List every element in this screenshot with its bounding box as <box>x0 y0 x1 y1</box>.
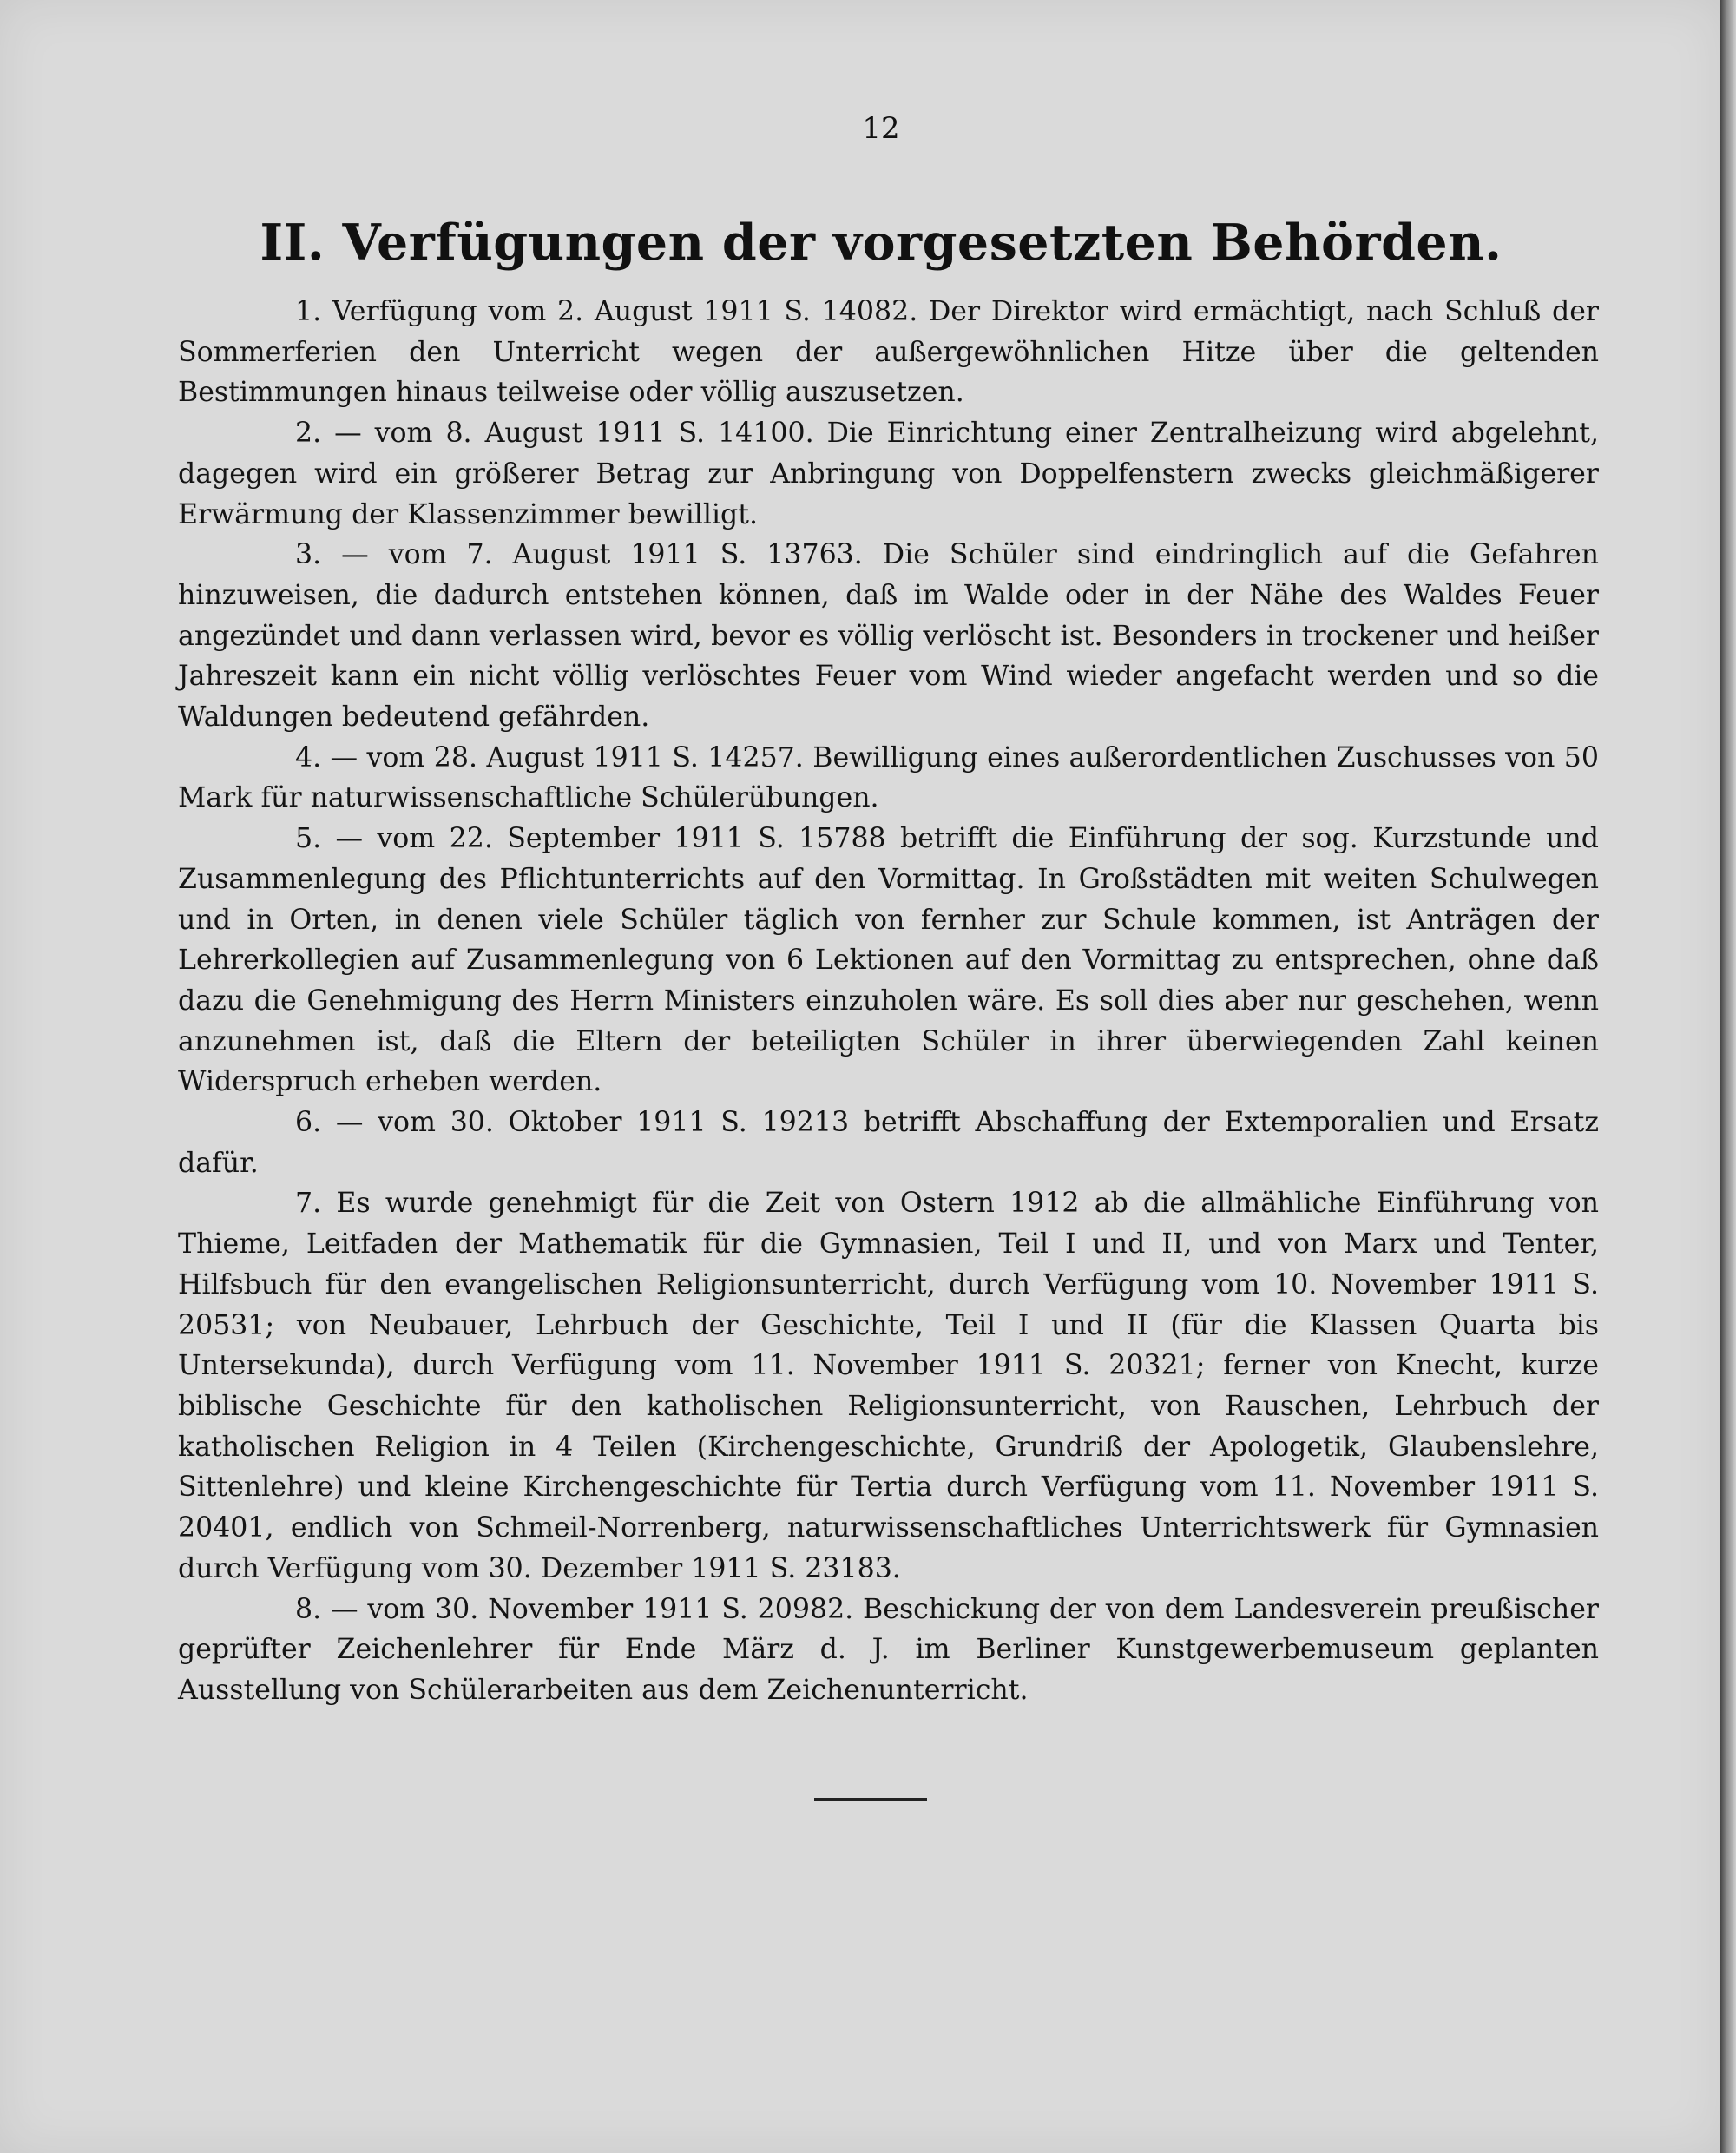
page-edge-shadow <box>1720 0 1736 2153</box>
paragraph-3: 3. — vom 7. August 1911 S. 13763. Die Schüler sind eindringlich auf die Gefahren hinzuweisen, die dadurch entstehen können, daß im Walde oder in der Nähe des Waldes Feuer angezündet und dann verlassen wird, bevor es völlig verlöscht ist. Besonders in trockener und heißer Jahreszeit kann ein nicht völlig verlöschtes Feuer vom Wind wieder angefacht werden und so die Waldungen bedeutend gefährden. <box>178 539 1599 734</box>
ordinances-list <box>178 292 1599 1711</box>
paragraph-7: 7. Es wurde genehmigt für die Zeit von Ostern 1912 ab die allmähliche Einführung von Thieme, Leitfaden der Mathematik für die Gymnasien, Teil I und II, und von Marx und Tenter, Hilfsbuch für den evangelischen Religionsunterricht, durch Verfügung vom 10. November 1911 S. 20531; von Neubauer, Lehrbuch der Geschichte, Teil I und II (für die Klassen Quarta bis Untersekunda), durch Verfügung vom 11. November 1911 S. 20321; ferner von Knecht, kurze biblische Geschichte für den katholischen Religionsunterricht, von Rauschen, Lehrbuch der katholischen Religion in 4 Teilen (Kirchengeschichte, Grundriß der Apologetik, Glaubenslehre, Sittenlehre) und kleine Kirchengeschichte für Tertia durch Verfügung vom 11. November 1911 S. 20401, endlich von Schmeil-Norrenberg, naturwissenschaftliches Unterrichtswerk für Gymnasien durch Verfügung vom 30. Dezember 1911 S. 23183. <box>178 1188 1599 1584</box>
page-number: 12 <box>862 111 900 146</box>
paragraph-5: 5. — vom 22. September 1911 S. 15788 betrifft die Einführung der sog. Kurzstunde und Zusammenlegung des Pflichtunterrichts auf den Vormittag. In Großstädten mit weiten Schulwegen und in Orten, in denen viele Schüler täglich von fernher zur Schule kommen, ist Anträgen der Lehrerkollegien auf Zusammenlegung von 6 Lektionen auf den Vormittag zu entsprechen, ohne daß dazu die Genehmigung des Herrn Ministers einzuholen wäre. Es soll dies aber nur geschehen, wenn anzunehmen ist, daß die Eltern der beteiligten Schüler in ihrer überwiegenden Zahl keinen Widerspruch erheben werden. <box>178 823 1599 1098</box>
paragraph-1: 1. Verfügung vom 2. August 1911 S. 14082. Der Direktor wird ermächtigt, nach Schluß der Sommerferien den Unterricht wegen der außergewöhnlichen Hitze über die geltenden Bestimmungen hinaus teilweise oder völlig auszusetzen. <box>178 296 1599 409</box>
paragraph-6: 6. — vom 30. Oktober 1911 S. 19213 betrifft Abschaffung der Extemporalien und Ersatz dafür. <box>178 1107 1599 1179</box>
closing-rule <box>814 1798 927 1801</box>
section-title: II. Verfügungen der vorgesetzten Behörden. <box>260 214 1503 272</box>
paragraph-2: 2. — vom 8. August 1911 S. 14100. Die Einrichtung einer Zentralheizung wird abgelehnt, dagegen wird ein größerer Betrag zur Anbringung von Doppelfenstern zwecks gleichmäßigerer Erwärmung der Klassenzimmer bewilligt. <box>178 418 1599 530</box>
paragraph-4: 4. — vom 28. August 1911 S. 14257. Bewilligung eines außerordentlichen Zuschusses von 50 Mark für naturwissenschaftliche Schülerübungen. <box>178 741 1599 814</box>
paragraph-8: 8. — vom 30. November 1911 S. 20982. Beschickung der von dem Landesverein preußischer geprüfter Zeichenlehrer für Ende März d. J. im Berliner Kunstgewerbemuseum geplanten Ausstellung von Schülerarbeiten aus dem Zeichenunterricht. <box>178 1593 1599 1706</box>
